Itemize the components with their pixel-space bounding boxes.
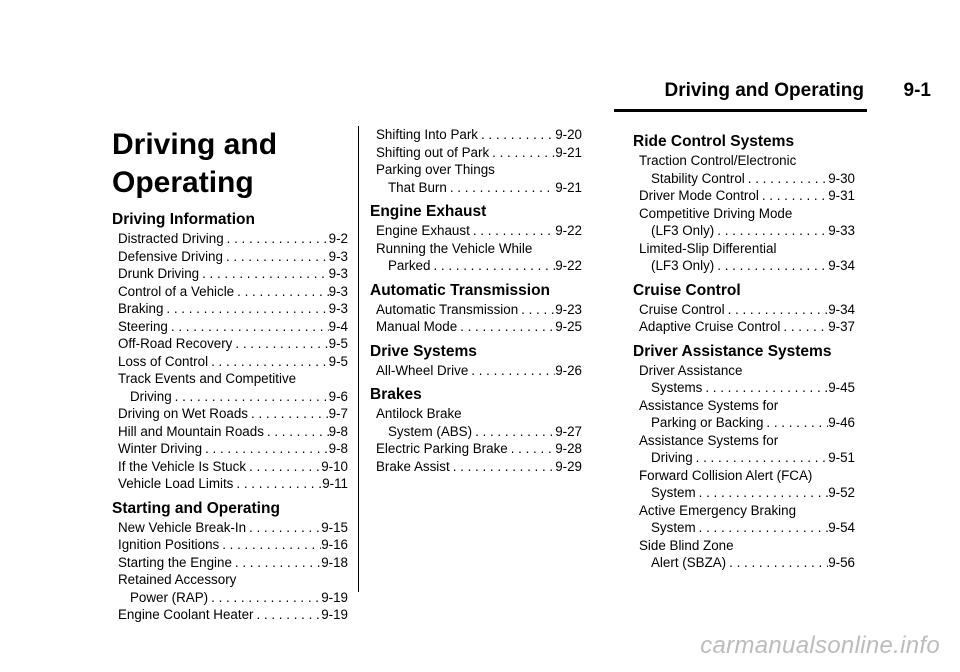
dot-leader — [763, 414, 828, 432]
toc-page-ref: 9-27 — [555, 423, 582, 439]
toc-page-ref: 9-3 — [328, 266, 348, 281]
toc-section — [370, 342, 582, 380]
toc-entry-title: Starting the Engine — [118, 554, 232, 570]
toc-page-ref: 9-21 — [555, 144, 582, 160]
dot-leader — [702, 379, 828, 397]
chapter-title — [112, 126, 348, 202]
toc-page-ref: 9-10 — [321, 458, 348, 474]
toc-entry-title: Parked — [388, 258, 431, 273]
toc-entry[interactable] — [633, 397, 855, 432]
toc-entry-title: Shifting out of Park — [376, 144, 490, 160]
dot-leader — [696, 484, 829, 502]
toc-page-ref: 9-4 — [328, 318, 348, 334]
dot-leader — [518, 301, 555, 319]
toc-entry[interactable] — [633, 205, 855, 240]
toc-entry[interactable] — [370, 362, 582, 380]
toc-entry-title: Alert (SBZA) — [651, 555, 727, 570]
dot-leader — [726, 554, 828, 572]
toc-page-ref: 9-3 — [328, 248, 348, 264]
toc-section — [370, 126, 582, 196]
dot-leader — [457, 318, 555, 336]
dot-leader — [223, 248, 329, 266]
toc-entry-title: Cruise Control — [639, 301, 725, 317]
dot-leader — [780, 318, 828, 336]
dot-leader — [759, 187, 828, 205]
toc-page-ref: 9-6 — [328, 388, 348, 404]
dot-leader — [447, 179, 555, 197]
toc-page-ref: 9-30 — [828, 170, 855, 186]
toc-section — [633, 132, 855, 275]
toc-entry[interactable] — [112, 554, 348, 572]
toc-entry[interactable] — [112, 353, 348, 371]
toc-entry-title: Driver Mode Control — [639, 188, 759, 203]
toc-entry-title: Driving — [651, 450, 693, 465]
dot-leader — [232, 335, 328, 353]
section-heading: Cruise Control — [633, 281, 741, 299]
dot-leader — [714, 257, 828, 275]
toc-page-ref: 9-34 — [828, 301, 855, 317]
toc-entry[interactable] — [112, 405, 348, 423]
dot-leader — [253, 606, 321, 624]
toc-entry[interactable] — [112, 318, 348, 336]
toc-entry-title: Shifting Into Park — [376, 127, 478, 142]
toc-entry[interactable] — [112, 283, 348, 301]
section-heading: Drive Systems — [370, 342, 477, 360]
toc-entry[interactable] — [112, 370, 348, 405]
toc-entry-title: System (ABS) — [388, 423, 473, 439]
toc-entry-title: Hill and Mountain Roads — [118, 423, 264, 439]
toc-entry-title: Engine Exhaust — [376, 223, 470, 238]
dot-leader — [246, 458, 321, 476]
toc-page-ref: 9-3 — [328, 301, 348, 316]
toc-entry-title: System — [651, 520, 696, 535]
toc-entry[interactable] — [633, 240, 855, 275]
toc-entry-title: Automatic Transmission — [376, 301, 519, 317]
toc-entry[interactable] — [370, 222, 582, 240]
toc-page-ref: 9-8 — [328, 423, 348, 439]
column-divider — [358, 126, 359, 592]
toc-entry[interactable] — [633, 301, 855, 319]
toc-entry[interactable] — [633, 362, 855, 397]
dot-leader — [696, 519, 829, 537]
section-heading: Starting and Operating — [112, 499, 280, 517]
toc-entry[interactable] — [112, 300, 348, 318]
dot-leader — [172, 388, 329, 406]
toc-entry-title: Winter Driving — [118, 441, 203, 456]
toc-entry-title: Stability Control — [651, 170, 745, 186]
toc-page-ref: 9-18 — [321, 554, 348, 570]
toc-entry[interactable] — [370, 405, 582, 440]
dot-leader — [232, 554, 321, 572]
toc-entry-title: Driving on Wet Roads — [118, 406, 248, 421]
toc-page-ref: 9-22 — [555, 223, 582, 238]
page-number: 9-1 — [903, 80, 931, 101]
dot-leader — [199, 265, 329, 283]
toc-page-ref: 9-5 — [328, 336, 348, 351]
toc-entry-title: New Vehicle Break-In — [118, 519, 247, 535]
dot-leader — [472, 423, 555, 441]
toc-entry-title: Driver Assistance — [639, 362, 743, 378]
toc-entry-title: Electric Parking Brake — [376, 441, 508, 456]
toc-entry-title: Steering — [118, 318, 168, 334]
toc-column-2 — [370, 126, 582, 481]
toc-page-ref: 9-8 — [328, 441, 348, 456]
toc-entry-title: All-Wheel Drive — [376, 362, 469, 378]
toc-entry[interactable] — [112, 248, 348, 266]
toc-entry[interactable] — [112, 230, 348, 248]
toc-page-ref: 9-33 — [828, 223, 855, 238]
toc-page-ref: 9-23 — [555, 301, 582, 317]
toc-entry[interactable] — [112, 571, 348, 606]
toc-entry-title: Power (RAP) — [130, 589, 209, 605]
section-heading: Ride Control Systems — [633, 133, 795, 150]
toc-entry-title: Traction Control/Electronic — [639, 153, 797, 168]
toc-entry-title: Adaptive Cruise Control — [639, 319, 781, 334]
toc-entry[interactable] — [633, 187, 855, 205]
toc-entry-title: (LF3 Only) — [651, 223, 715, 238]
toc-entry-title: Brake Assist — [376, 458, 450, 474]
toc-entry[interactable] — [633, 502, 855, 537]
toc-entry-title: That Burn — [388, 179, 447, 195]
toc-entry[interactable] — [370, 458, 582, 476]
toc-section — [112, 499, 348, 624]
toc-entry-title: Driving — [130, 388, 172, 404]
toc-entry-title: Track Events and Competitive — [118, 371, 297, 386]
dot-leader — [224, 230, 329, 248]
dot-leader — [478, 126, 555, 144]
toc-entry-title: If the Vehicle Is Stuck — [118, 458, 247, 474]
toc-page-ref: 9-28 — [555, 441, 582, 456]
toc-page-ref: 9-25 — [555, 319, 582, 334]
toc-page-ref: 9-26 — [555, 362, 582, 378]
toc-entry-title: Braking — [118, 301, 164, 316]
toc-entry-title: Forward Collision Alert (FCA) — [639, 467, 813, 483]
toc-page-ref: 9-45 — [828, 380, 855, 395]
toc-entry[interactable] — [370, 240, 582, 275]
toc-entry-title: Side Blind Zone — [639, 537, 734, 553]
dot-leader — [264, 423, 329, 441]
toc-section — [633, 342, 855, 572]
toc-entry[interactable] — [112, 458, 348, 476]
chapter-title-line-2: Operating — [112, 166, 254, 199]
dot-leader — [508, 440, 555, 458]
toc-entry[interactable] — [633, 432, 855, 467]
dot-leader — [430, 257, 555, 275]
toc-entry-title: Parking or Backing — [651, 415, 764, 430]
toc-entry-title: Manual Mode — [376, 319, 458, 334]
chapter-title-line-1: Driving and — [112, 128, 278, 161]
toc-page-ref: 9-7 — [328, 406, 348, 421]
toc-entry-title: Antilock Brake — [376, 406, 462, 421]
toc-entry-title: Ignition Positions — [118, 537, 220, 552]
toc-page-ref: 9-3 — [328, 283, 348, 299]
toc-entry[interactable] — [112, 335, 348, 353]
toc-entry[interactable] — [370, 144, 582, 162]
toc-section — [370, 385, 582, 475]
section-heading: Brakes — [370, 386, 422, 403]
toc-page-ref: 9-54 — [828, 520, 855, 535]
dot-leader — [745, 170, 828, 188]
dot-leader — [168, 318, 329, 336]
dot-leader — [450, 458, 556, 476]
toc-entry-title: Competitive Driving Mode — [639, 205, 793, 221]
toc-page-ref: 9-52 — [828, 485, 855, 500]
toc-page-ref: 9-31 — [828, 188, 855, 203]
toc-page-ref: 9-20 — [555, 127, 582, 142]
section-heading: Engine Exhaust — [370, 203, 487, 220]
toc-entry[interactable] — [112, 519, 348, 537]
toc-section — [370, 202, 582, 275]
dot-leader — [202, 440, 329, 458]
toc-entry[interactable] — [370, 161, 582, 196]
dot-leader — [234, 283, 329, 301]
toc-entry-title: Distracted Driving — [118, 231, 224, 246]
dot-leader — [693, 449, 829, 467]
toc-column-1 — [112, 126, 348, 630]
toc-entry-title: Off-Road Recovery — [118, 336, 233, 351]
dot-leader — [725, 301, 829, 319]
toc-page-ref: 9-21 — [555, 179, 582, 195]
toc-section — [370, 281, 582, 336]
toc-entry-title: Assistance Systems for — [639, 432, 779, 448]
toc-entry[interactable] — [633, 152, 855, 187]
dot-leader — [470, 222, 555, 240]
dot-leader — [208, 353, 329, 371]
toc-entry[interactable] — [370, 126, 582, 144]
toc-entry-title: Loss of Control — [118, 353, 209, 369]
toc-entry[interactable] — [633, 318, 855, 336]
toc-entry[interactable] — [370, 318, 582, 336]
toc-entry-title: Assistance Systems for — [639, 397, 779, 413]
section-heading: Automatic Transmission — [370, 281, 551, 299]
toc-page-ref: 9-56 — [828, 555, 855, 570]
watermark: carmanualsonline.info — [700, 632, 940, 659]
toc-entry[interactable] — [112, 475, 348, 493]
toc-entry[interactable] — [633, 467, 855, 502]
toc-entry[interactable] — [112, 606, 348, 624]
toc-entry-title: Limited-Slip Differential — [639, 240, 777, 256]
toc-entry[interactable] — [112, 265, 348, 283]
dot-leader — [714, 222, 828, 240]
toc-entry-title: Engine Coolant Heater — [118, 607, 254, 622]
section-heading: Driving Information — [112, 211, 255, 228]
dot-leader — [219, 536, 321, 554]
dot-leader — [248, 405, 329, 423]
page-header — [0, 76, 960, 106]
toc-section — [633, 281, 855, 336]
toc-page-ref: 9-11 — [322, 476, 348, 491]
dot-leader — [208, 589, 321, 607]
toc-entry[interactable] — [633, 537, 855, 572]
toc-page-ref: 9-19 — [321, 589, 348, 605]
toc-entry-title: Retained Accessory — [118, 572, 237, 587]
dot-leader — [163, 300, 328, 318]
toc-page-ref: 9-29 — [555, 458, 582, 474]
toc-entry[interactable] — [112, 423, 348, 441]
toc-entry-title: Running the Vehicle While — [376, 240, 533, 256]
dot-leader — [468, 362, 555, 380]
toc-entry-title: Active Emergency Braking — [639, 502, 797, 518]
dot-leader — [489, 144, 555, 162]
toc-entry-title: (LF3 Only) — [651, 258, 715, 273]
toc-entry-title: Defensive Driving — [118, 248, 223, 264]
toc-page-ref: 9-51 — [828, 450, 855, 465]
section-heading: Driver Assistance Systems — [633, 342, 832, 360]
toc-entry-title: Systems — [651, 380, 703, 395]
toc-page-ref: 9-5 — [328, 353, 348, 369]
toc-entry-title: Parking over Things — [376, 162, 495, 177]
dot-leader — [233, 475, 322, 493]
toc-entry[interactable] — [370, 440, 582, 458]
dot-leader — [246, 519, 321, 537]
toc-section — [112, 210, 348, 493]
toc-page-ref: 9-19 — [321, 607, 348, 622]
header-rule — [614, 109, 867, 112]
toc-entry[interactable] — [370, 301, 582, 319]
toc-column-3 — [633, 126, 855, 578]
toc-page-ref: 9-37 — [828, 319, 855, 334]
toc-page-ref: 9-15 — [321, 519, 348, 535]
toc-page-ref: 9-16 — [321, 537, 348, 552]
toc-page-ref: 9-34 — [828, 258, 855, 273]
running-header-title: Driving and Operating — [664, 80, 864, 101]
toc-entry[interactable] — [112, 440, 348, 458]
toc-page-ref: 9-2 — [328, 231, 348, 246]
toc-entry-title: Control of a Vehicle — [118, 283, 235, 299]
toc-page-ref: 9-46 — [828, 415, 855, 430]
toc-entry-title: Vehicle Load Limits — [118, 476, 234, 491]
toc-entry-title: Drunk Driving — [118, 266, 200, 281]
toc-entry[interactable] — [112, 536, 348, 554]
toc-entry-title: System — [651, 485, 696, 500]
toc-page-ref: 9-22 — [555, 258, 582, 273]
